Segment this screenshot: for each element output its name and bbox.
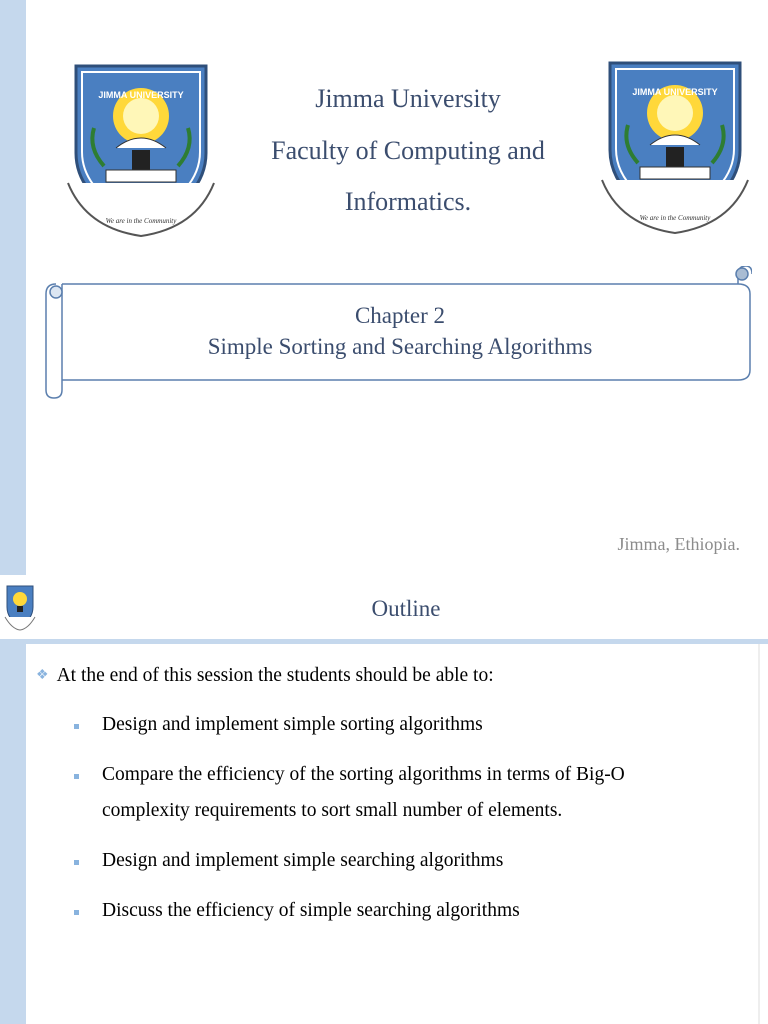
outline-slide: [0, 575, 768, 1024]
slide-sidebar: [0, 0, 26, 575]
location-text: Jimma, Ethiopia.: [617, 534, 740, 554]
faculty-name-line1: Faculty of Computing and: [271, 136, 545, 165]
square-bullet-icon: [74, 774, 79, 779]
square-bullet-icon: [74, 860, 79, 865]
svg-text:We are in the Community: We are in the Community: [105, 217, 177, 225]
list-item: Design and implement simple sorting algorithms: [74, 714, 483, 736]
svg-text:We are in the Community: We are in the Community: [639, 214, 711, 222]
university-name: Jimma University: [315, 84, 501, 113]
university-logo-right: [600, 55, 750, 235]
diamond-bullet-icon: ❖: [36, 668, 49, 683]
intro-bullet: ❖ At the end of this session the students should be able to:: [36, 665, 494, 686]
university-logo-small: [4, 583, 36, 631]
title-divider: [0, 639, 768, 644]
chapter-title: Simple Sorting and Searching Algorithms: [207, 334, 593, 359]
list-item: Compare the efficiency of the sorting algorithms in terms of Big-O complexity requirements to sort small number of elements.: [74, 764, 625, 822]
chapter-number: Chapter 2: [354, 303, 446, 328]
faculty-name-line2: Informatics.: [344, 187, 472, 216]
university-logo-left: [66, 58, 216, 238]
list-item: Discuss the efficiency of simple searching algorithms: [74, 900, 520, 922]
slide-sidebar: [0, 643, 26, 1024]
svg-text:JIMMA UNIVERSITY: JIMMA UNIVERSITY: [632, 87, 718, 97]
list-item: Design and implement simple searching algorithms: [74, 850, 503, 872]
svg-text:JIMMA UNIVERSITY: JIMMA UNIVERSITY: [98, 90, 184, 100]
outline-title: Outline: [371, 596, 441, 621]
square-bullet-icon: [74, 910, 79, 915]
square-bullet-icon: [74, 724, 79, 729]
slide-edge: [758, 644, 760, 1024]
